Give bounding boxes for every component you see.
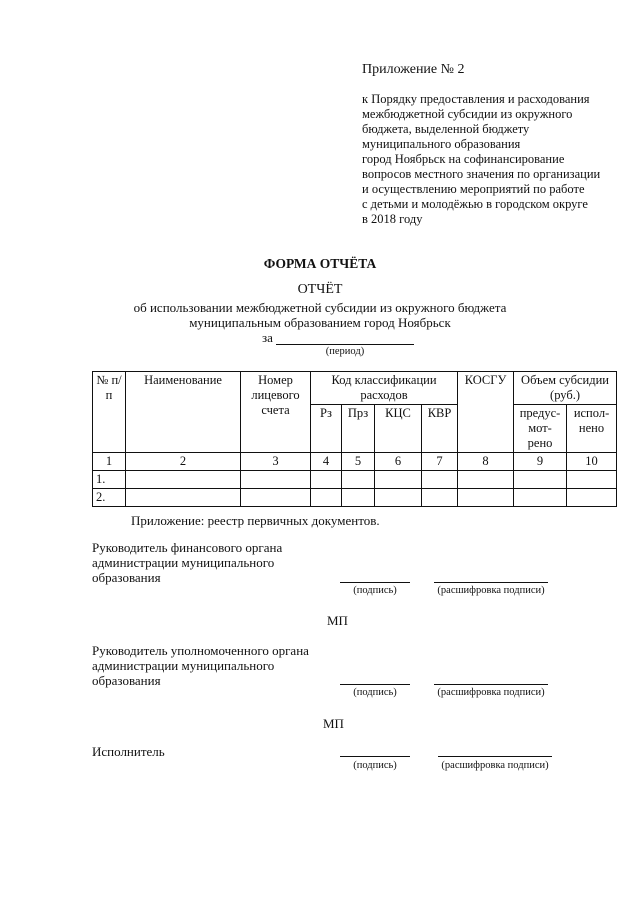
header-num: № п/п [93,372,126,453]
appendix-line: в 2018 году [362,212,423,226]
row-number: 2. [93,489,126,507]
appendix-line: к Порядку предоставления и расходования [362,92,590,106]
signature-decode-caption: (расшифровка подписи) [437,585,545,596]
appendix-line: город Ноябрьск на софинансирование [362,152,565,166]
header-kvr: КВР [422,405,458,453]
form-title: ФОРМА ОТЧЁТА [263,256,377,271]
table-cell[interactable] [458,489,514,507]
table-cell[interactable] [241,471,311,489]
column-number: 1 [93,453,126,471]
header-kosgu: КОСГУ [458,372,514,453]
signature-decode-field[interactable] [434,684,548,685]
header-prz: Прз [342,405,375,453]
signer-line: Руководитель уполномоченного органа [92,643,309,658]
signer-line: образования [92,673,161,688]
column-number: 5 [342,453,375,471]
signature-field[interactable] [340,756,410,757]
signature-field[interactable] [340,684,410,685]
appendix-line: межбюджетной субсидии из окружного [362,107,573,121]
column-number: 7 [422,453,458,471]
table-cell[interactable] [241,489,311,507]
period-field[interactable] [276,344,414,345]
appendix-line: с детьми и молодёжью в городском округе [362,197,588,211]
table-cell[interactable] [126,489,241,507]
table-cell[interactable] [514,471,567,489]
header-rz: Рз [311,405,342,453]
table-cell[interactable] [514,489,567,507]
report-subtitle-line1: об использовании межбюджетной субсидии из окружного бюджета [133,300,507,315]
appendix-line: муниципального образования [362,137,521,151]
executor-label: Исполнитель [92,744,165,759]
column-number: 2 [126,453,241,471]
appendix-title: Приложение № 2 [362,62,465,77]
report-table [92,371,617,507]
attachment-note: Приложение: реестр первичных документов. [131,513,380,528]
signature-decode-caption: (расшифровка подписи) [437,687,545,698]
column-number: 6 [375,453,422,471]
table-cell[interactable] [342,489,375,507]
header-planned: предус-мот-рено [514,405,567,453]
signature-decode-field[interactable] [434,582,548,583]
appendix-line: бюджета, выделенной бюджету [362,122,530,136]
period-caption: (период) [325,346,365,357]
signature-caption: (подпись) [353,687,397,698]
header-name: Наименование [126,372,241,453]
table-cell[interactable] [567,471,617,489]
header-kcs: КЦС [375,405,422,453]
report-subtitle-line2: муниципальным образованием город Ноябрьск [189,315,451,330]
table-cell[interactable] [342,471,375,489]
period-label: за [262,330,273,345]
table-cell[interactable] [422,471,458,489]
signature-caption: (подпись) [353,760,397,771]
signature-decode-caption: (расшифровка подписи) [441,760,549,771]
table-cell[interactable] [375,471,422,489]
signer-line: Руководитель финансового органа [92,540,283,555]
column-number: 4 [311,453,342,471]
stamp-place-label: МП [327,613,348,628]
finance-head-label [92,540,282,585]
stamp-place-label: МП [323,716,344,731]
table-row [93,471,617,489]
column-number: 3 [241,453,311,471]
signer-line: администрации муниципального [92,658,275,673]
signer-line: образования [92,570,161,585]
column-number: 8 [458,453,514,471]
signature-caption: (подпись) [353,585,397,596]
authorized-head-label [92,643,309,688]
signature-decode-field[interactable] [438,756,552,757]
column-number: 9 [514,453,567,471]
appendix-line: и осуществлению мероприятий по работе [362,182,585,196]
table-row [93,489,617,507]
table-cell[interactable] [311,471,342,489]
appendix-line: вопросов местного значения по организации [362,167,601,181]
header-executed: испол-нено [567,405,617,453]
table-cell[interactable] [567,489,617,507]
table-cell[interactable] [458,471,514,489]
table-cell[interactable] [422,489,458,507]
table-cell[interactable] [126,471,241,489]
column-number: 10 [567,453,617,471]
signer-line: администрации муниципального [92,555,275,570]
signature-field[interactable] [340,582,410,583]
table-cell[interactable] [375,489,422,507]
appendix-description [362,92,632,227]
table-cell[interactable] [311,489,342,507]
header-volume-group: Объем субсидии (руб.) [514,372,617,405]
header-account: Номер лицевого счета [241,372,311,453]
header-code-group: Код классификации расходов [311,372,458,405]
row-number: 1. [93,471,126,489]
report-title: ОТЧЁТ [297,282,343,297]
